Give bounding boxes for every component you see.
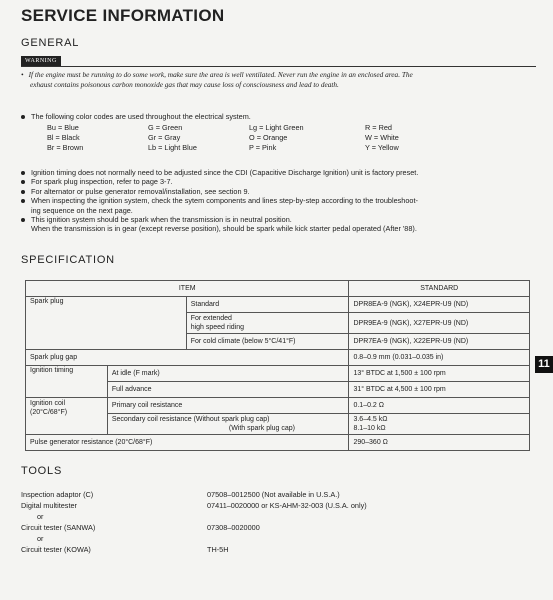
col-standard-header: STANDARD bbox=[349, 281, 530, 297]
table-row: For extended high speed riding DPR9EA-9 (NGK), X27EPR-U9 (ND) bbox=[26, 313, 530, 334]
color-intro: The following color codes are used throughout the electrical system. bbox=[21, 112, 536, 121]
tool-row: or bbox=[37, 534, 44, 543]
table-row: Spark plug gap 0.8–0.9 mm (0.031–0.035 in) bbox=[26, 350, 530, 366]
warning-text: • If the engine must be running to do some work, make sure the area is well ventilated. Never run the engine in an enclosed area. The exhaust contains poisonous carbon monoxide gas that may cause loss of consciousness and lead to death. bbox=[21, 70, 413, 89]
color-code-table: Bu = Blue G = Green Lg = Light Green R = Red Bl = Black Gr = Gray O = Orange W = White Br = Brown Lb = Light Blue P = Pink Y = Yellow bbox=[47, 123, 399, 152]
note-item: When the transmission is in gear (except reverse position), should be spark while kick starter pedal operated (After '88). bbox=[31, 224, 417, 234]
warning-rule bbox=[21, 66, 536, 67]
table-row: Spark plug Standard DPR8EA-9 (NGK), X24EPR-U9 (ND) bbox=[26, 297, 530, 313]
notes-list bbox=[21, 168, 541, 234]
note-item: This ignition system should be spark when the transmission is in neutral position. bbox=[21, 215, 541, 224]
col-item-header: ITEM bbox=[26, 281, 349, 297]
table-header-row bbox=[26, 281, 530, 297]
tool-row: Circuit tester (SANWA) 07308–0020000 bbox=[21, 523, 260, 532]
specification-table bbox=[25, 280, 530, 451]
page-title: SERVICE INFORMATION bbox=[21, 6, 225, 25]
table-row: For cold climate (below 5°C/41°F) DPR7EA-9 (NGK), X22EPR-U9 (ND) bbox=[26, 334, 530, 350]
tool-row: Digital multitester 07411–0020000 or KS-AHM-32-003 (U.S.A. only) bbox=[21, 501, 367, 510]
tool-row: Inspection adaptor (C) 07508–0012500 (Not available in U.S.A.) bbox=[21, 490, 340, 499]
general-heading: GENERAL bbox=[21, 37, 80, 49]
specification-heading: SPECIFICATION bbox=[21, 254, 115, 266]
table-row: Ignition timing At idle (F mark) 13° BTDC at 1,500 ± 100 rpm bbox=[26, 366, 530, 382]
section-tab: 11 bbox=[535, 356, 553, 373]
table-row: Secondary coil resistance (Without spark plug cap) (With spark plug cap) 3.6–4.5 kΩ 8.1–10 kΩ bbox=[26, 414, 530, 435]
table-row: Pulse generator resistance (20°C/68°F) 290–360 Ω bbox=[26, 435, 530, 451]
table-row: Full advance 31° BTDC at 4,500 ± 100 rpm bbox=[26, 382, 530, 398]
tool-row: or bbox=[37, 512, 44, 521]
tools-list bbox=[21, 490, 531, 565]
table-row: Ignition coil (20°C/68°F) Primary coil resistance 0.1–0.2 Ω bbox=[26, 398, 530, 414]
warning-label: WARNING bbox=[21, 56, 61, 66]
note-item: Ignition timing does not normally need to be adjusted since the CDI (Capacitive Discharge Ignition) unit is factory preset. bbox=[21, 168, 541, 177]
note-item: For alternator or pulse generator removal/installation, see section 9. bbox=[21, 187, 541, 196]
tool-row: Circuit tester (KOWA) TH-5H bbox=[21, 545, 229, 554]
note-item: When inspecting the ignition system, check the sytem components and lines step-by-step according to the troubleshoot- bbox=[21, 196, 541, 205]
note-item: For spark plug inspection, refer to page 3-7. bbox=[21, 177, 541, 186]
note-item: ing sequence on the next page. bbox=[31, 205, 133, 215]
spark-plug-cell: Spark plug bbox=[26, 297, 187, 350]
tools-heading: TOOLS bbox=[21, 465, 63, 477]
